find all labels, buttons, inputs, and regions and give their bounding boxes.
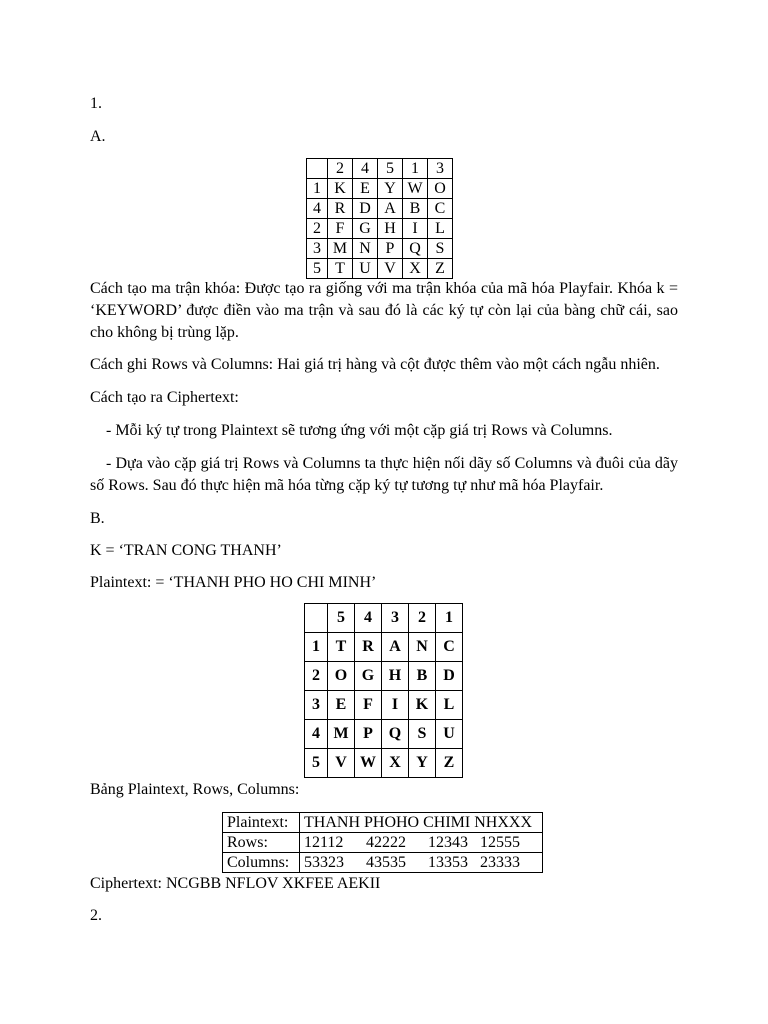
matrix-cell: P bbox=[378, 239, 403, 259]
matrix-corner-cell bbox=[305, 604, 328, 633]
matrix-cell: K bbox=[409, 691, 436, 720]
matrix-cell: L bbox=[428, 219, 453, 239]
matrix-cell: F bbox=[355, 691, 382, 720]
matrix-cell: E bbox=[353, 179, 378, 199]
matrix-cell: D bbox=[353, 199, 378, 219]
matrix-col-header: 2 bbox=[328, 159, 353, 179]
matrix-col-header: 3 bbox=[382, 604, 409, 633]
matrix-row bbox=[305, 633, 463, 662]
rows-columns-paragraph: Cách ghi Rows và Columns: Hai giá trị hàng và cột được thêm vào một cách ngẫu nhiên. bbox=[90, 356, 660, 373]
matrix-cell: V bbox=[378, 259, 403, 279]
ciphertext-result: Ciphertext: NCGBB NFLOV XKFEE AEKII bbox=[90, 875, 381, 892]
section-number-2: 2. bbox=[90, 907, 102, 924]
plaintext-row bbox=[223, 813, 543, 833]
matrix-row bbox=[305, 749, 463, 778]
part-b-label: B. bbox=[90, 510, 105, 527]
matrix-row bbox=[307, 179, 453, 199]
part-a-label: A. bbox=[90, 128, 106, 145]
columns-group: 13353 bbox=[428, 854, 468, 871]
matrix-cell: W bbox=[355, 749, 382, 778]
key-matrix-a bbox=[306, 158, 453, 279]
bullet-1: - Mỗi ký tự trong Plaintext sẽ tương ứng với một cặp giá trị Rows và Columns. bbox=[106, 422, 613, 439]
matrix-row-label: 4 bbox=[305, 720, 328, 749]
matrix-row bbox=[305, 691, 463, 720]
matrix-cell: T bbox=[328, 259, 353, 279]
matrix-cell: X bbox=[382, 749, 409, 778]
matrix-cell: T bbox=[328, 633, 355, 662]
matrix-cell: Q bbox=[382, 720, 409, 749]
matrix-row-label: 3 bbox=[305, 691, 328, 720]
matrix-header-row bbox=[305, 604, 463, 633]
matrix-cell: F bbox=[328, 219, 353, 239]
matrix-cell: D bbox=[436, 662, 463, 691]
rows-group: 12343 bbox=[428, 834, 468, 851]
matrix-cell: Z bbox=[428, 259, 453, 279]
matrix-cell: L bbox=[436, 691, 463, 720]
matrix-row-label: 1 bbox=[307, 179, 328, 199]
rows-group: 12112 bbox=[304, 834, 344, 851]
matrix-row-label: 3 bbox=[307, 239, 328, 259]
matrix-col-header: 4 bbox=[355, 604, 382, 633]
rows-label: Rows: bbox=[223, 833, 300, 853]
matrix-cell: P bbox=[355, 720, 382, 749]
matrix-cell: U bbox=[353, 259, 378, 279]
columns-value bbox=[300, 853, 543, 873]
matrix-cell: G bbox=[355, 662, 382, 691]
matrix-cell: A bbox=[378, 199, 403, 219]
matrix-cell: C bbox=[428, 199, 453, 219]
matrix-cell: W bbox=[403, 179, 428, 199]
ciphertext-heading: Cách tạo ra Ciphertext: bbox=[90, 389, 239, 406]
columns-row bbox=[223, 853, 543, 873]
matrix-cell: N bbox=[353, 239, 378, 259]
matrix-cell: E bbox=[328, 691, 355, 720]
key-matrix-paragraph: Cách tạo ma trận khóa: Được tạo ra giống với ma trận khóa của mã hóa Playfair. Khóa k = ‘KEYWORD’ được điền vào ma trận và sau đó là các ký tự còn lại của bàng chữ cái, sao cho không bị trùng lặp. bbox=[90, 280, 678, 341]
matrix-cell: I bbox=[382, 691, 409, 720]
matrix-col-header: 5 bbox=[378, 159, 403, 179]
plaintext-line: Plaintext: = ‘THANH PHO HO CHI MINH’ bbox=[90, 574, 377, 591]
matrix-cell: S bbox=[428, 239, 453, 259]
matrix-row bbox=[307, 239, 453, 259]
matrix-cell: M bbox=[328, 720, 355, 749]
columns-label: Columns: bbox=[223, 853, 300, 873]
plaintext-label: Plaintext: bbox=[223, 813, 300, 833]
matrix-col-header: 4 bbox=[353, 159, 378, 179]
matrix-cell: S bbox=[409, 720, 436, 749]
matrix-cell: H bbox=[378, 219, 403, 239]
rows-group: 12555 bbox=[480, 834, 520, 851]
matrix-cell: Y bbox=[409, 749, 436, 778]
plaintext-rows-columns-table bbox=[222, 812, 543, 873]
matrix-cell: O bbox=[328, 662, 355, 691]
matrix-cell: N bbox=[409, 633, 436, 662]
matrix-cell: A bbox=[382, 633, 409, 662]
table-caption: Bảng Plaintext, Rows, Columns: bbox=[90, 781, 300, 798]
matrix-header-row bbox=[307, 159, 453, 179]
matrix-cell: G bbox=[353, 219, 378, 239]
matrix-cell: B bbox=[403, 199, 428, 219]
columns-group: 53323 bbox=[304, 854, 344, 871]
key-line: K = ‘TRAN CONG THANH’ bbox=[90, 542, 282, 559]
matrix-row-label: 5 bbox=[305, 749, 328, 778]
matrix-cell: Q bbox=[403, 239, 428, 259]
matrix-cell: R bbox=[355, 633, 382, 662]
matrix-cell: Z bbox=[436, 749, 463, 778]
matrix-cell: X bbox=[403, 259, 428, 279]
matrix-cell: U bbox=[436, 720, 463, 749]
matrix-row-label: 1 bbox=[305, 633, 328, 662]
matrix-cell: R bbox=[328, 199, 353, 219]
matrix-row bbox=[307, 199, 453, 219]
bullet-2: - Dựa vào cặp giá trị Rows và Columns ta thực hiện nối dãy số Columns và đuôi của dãy số Rows. Sau đó thực hiện mã hóa từng cặp ký tự tương tự như mã hóa Playfair. bbox=[90, 455, 678, 494]
matrix-cell: H bbox=[382, 662, 409, 691]
rows-group: 42222 bbox=[366, 834, 406, 851]
matrix-row-label: 5 bbox=[307, 259, 328, 279]
matrix-corner-cell bbox=[307, 159, 328, 179]
matrix-col-header: 3 bbox=[428, 159, 453, 179]
matrix-cell: K bbox=[328, 179, 353, 199]
matrix-row-label: 4 bbox=[307, 199, 328, 219]
matrix-row bbox=[307, 259, 453, 279]
matrix-row bbox=[305, 662, 463, 691]
matrix-col-header: 2 bbox=[409, 604, 436, 633]
matrix-row-label: 2 bbox=[305, 662, 328, 691]
plaintext-value: THANH PHOHO CHIMI NHXXX bbox=[300, 813, 543, 833]
rows-row bbox=[223, 833, 543, 853]
columns-group: 23333 bbox=[480, 854, 520, 871]
matrix-cell: Y bbox=[378, 179, 403, 199]
matrix-row bbox=[305, 720, 463, 749]
matrix-cell: I bbox=[403, 219, 428, 239]
matrix-row-label: 2 bbox=[307, 219, 328, 239]
rows-value bbox=[300, 833, 543, 853]
matrix-cell: B bbox=[409, 662, 436, 691]
matrix-cell: V bbox=[328, 749, 355, 778]
matrix-row bbox=[307, 219, 453, 239]
matrix-cell: C bbox=[436, 633, 463, 662]
matrix-cell: M bbox=[328, 239, 353, 259]
matrix-cell: O bbox=[428, 179, 453, 199]
matrix-col-header: 1 bbox=[403, 159, 428, 179]
matrix-col-header: 5 bbox=[328, 604, 355, 633]
key-matrix-b bbox=[304, 603, 463, 778]
matrix-col-header: 1 bbox=[436, 604, 463, 633]
columns-group: 43535 bbox=[366, 854, 406, 871]
section-number-1: 1. bbox=[90, 95, 102, 112]
